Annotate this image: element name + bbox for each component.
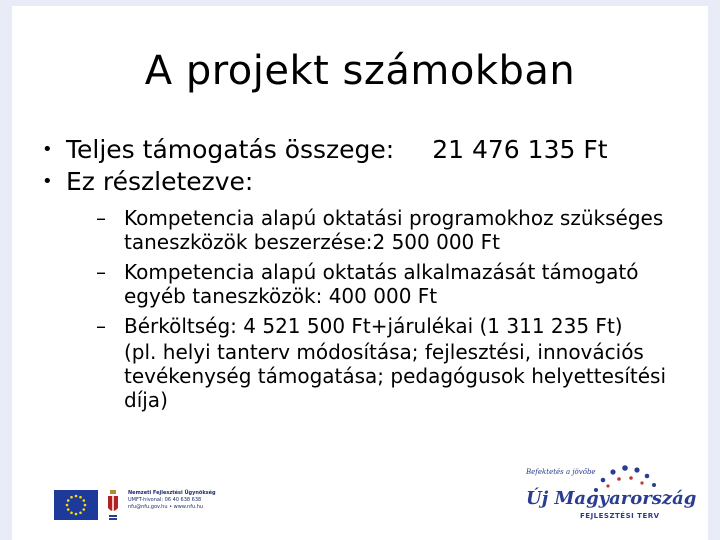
- agency-contact: [128, 490, 238, 511]
- eu-flag-icon: [54, 490, 98, 520]
- detail-list: [96, 206, 702, 412]
- bullet-details-label: Ez részletezve:: [66, 167, 254, 196]
- detail-text: Kompetencia alapú oktatás alkalmazását támogató egyéb taneszközök: 400 000 Ft: [124, 260, 639, 308]
- bullet-dot-icon: •: [42, 171, 53, 192]
- detail-note: (pl. helyi tanterv módosítása; fejlesztési, innovációs tevékenység támogatása; pedagógusok helyettesítési díja): [124, 340, 667, 412]
- detail-text: Kompetencia alapú oktatási programokhoz szükséges taneszközök beszerzése:2 500 000 Ft: [124, 206, 664, 254]
- logo-plan: FEJLESZTÉSI TERV: [580, 512, 660, 520]
- detail-text: Bérköltség: 4 521 500 Ft+járulékai (1 311 235 Ft): [124, 314, 623, 338]
- bullet-total: [42, 134, 702, 166]
- footer: [24, 460, 696, 540]
- coat-of-arms-icon: [106, 488, 120, 522]
- dash-icon: –: [96, 206, 106, 230]
- slide-title: A projekt számokban: [144, 48, 576, 94]
- dash-icon: –: [96, 314, 106, 338]
- logo-tagline: Befektetés a jövőbe: [526, 468, 596, 476]
- uj-magyarorszag-logo: [526, 460, 697, 540]
- bullet-dot-icon: •: [42, 139, 53, 160]
- detail-item: [96, 206, 702, 254]
- dash-icon: –: [96, 260, 106, 284]
- agency-web: nfu@nfu.gov.hu • www.nfu.hu: [128, 504, 204, 510]
- bullet-details: [42, 166, 702, 412]
- detail-item: [96, 260, 702, 308]
- detail-item: [96, 314, 702, 338]
- bullet-total-label: Teljes támogatás összege:: [66, 135, 395, 164]
- agency-name: Nemzeti Fejlesztési Ügynökség: [128, 490, 216, 496]
- bullet-list: [42, 134, 702, 412]
- logo-name: Új Magyarország: [526, 488, 697, 509]
- agency-phone: UMFT-hivonal: 06 40 638 638: [128, 497, 202, 503]
- bullet-total-amount: 21 476 135 Ft: [432, 135, 608, 164]
